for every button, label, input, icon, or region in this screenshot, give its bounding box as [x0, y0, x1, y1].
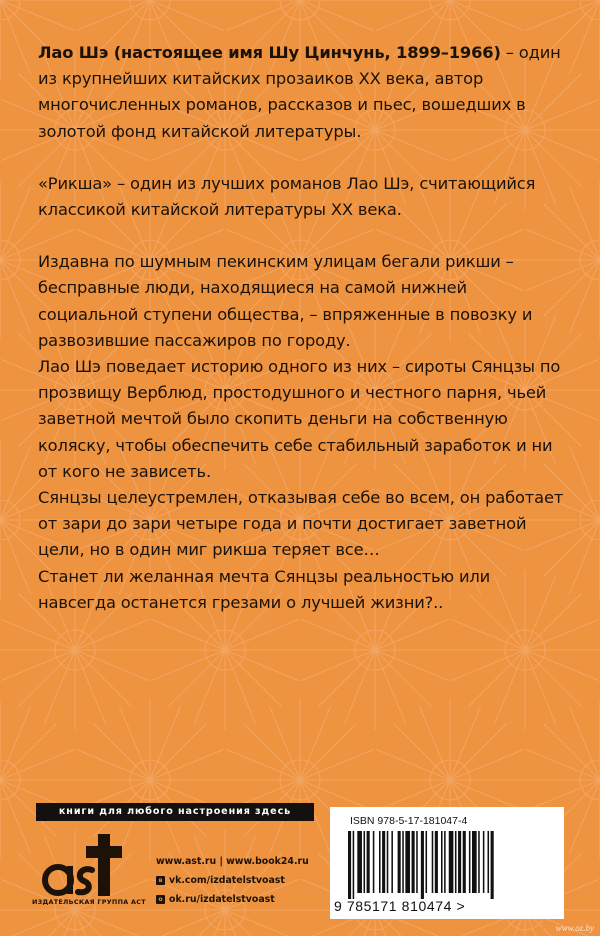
- author-description: – один из крупнейших китайских прозаиков XX века, автор многочисленных романов, рассказов и пьес, вошедших в золотой фонд китайской литературы.: [38, 43, 561, 141]
- site-links[interactable]: www.ast.ru | www.book24.ru: [156, 856, 309, 867]
- annotation-text: [38, 40, 568, 616]
- ast-logo: [36, 830, 141, 900]
- author-name: Лао Шэ (настоящее имя Шу Цинчунь, 1899–1966): [38, 43, 501, 62]
- ok-link[interactable]: ok.ru/izdatelstvoast: [169, 894, 275, 905]
- publisher-links: [156, 852, 328, 909]
- isbn-number: ISBN 978-5-17-181047-4: [350, 815, 468, 827]
- publisher-caption: ИЗДАТЕЛЬСКАЯ ГРУППА АСТ: [32, 898, 146, 906]
- ok-link-row[interactable]: [156, 890, 328, 909]
- slogan-bar: книги для любого настроения здесь: [36, 803, 314, 821]
- watermark: www.oz.by: [555, 923, 594, 933]
- plot-paragraph-4: Станет ли желанная мечта Сянцзы реальностью или навсегда останется грезами о лучшей жизни?..: [38, 566, 491, 612]
- vk-link-row[interactable]: [156, 871, 328, 890]
- novel-paragraph: «Рикша» – один из лучших романов Лао Шэ, считающийся классикой китайской литературы XX века.: [38, 173, 536, 220]
- vk-link[interactable]: vk.com/izdatelstvoast: [169, 875, 285, 886]
- barcode: [344, 831, 554, 899]
- plot-paragraph-1: Издавна по шумным пекинским улицам бегали рикши – бесправные люди, находящиеся на самой нижней социальной ступени общества, – впряженные в повозку и развозившие пассажиров по городу.: [38, 252, 533, 350]
- ok-icon: о: [156, 895, 165, 904]
- plot-paragraph-3: Сянцзы целеустремлен, отказывая себе во всем, он работает от зари до зари четыре года и почти достигает заветной цели, но в один миг рикша теряет все…: [38, 488, 564, 560]
- vk-icon: в: [156, 876, 165, 885]
- isbn-barcode-box: [330, 807, 564, 919]
- plot-paragraph-2: Лао Шэ поведает историю одного из них – сироты Сянцзы по прозвищу Верблюд, простодушного и честного парня, чьей заветной мечтой было скопить деньги на собственную коляску, чтобы обеспечить себе стабильный заработок и ни от кого не зависеть.: [38, 357, 561, 481]
- barcode-digits: 9 785171 810474 >: [334, 898, 466, 914]
- author-paragraph: [38, 40, 568, 145]
